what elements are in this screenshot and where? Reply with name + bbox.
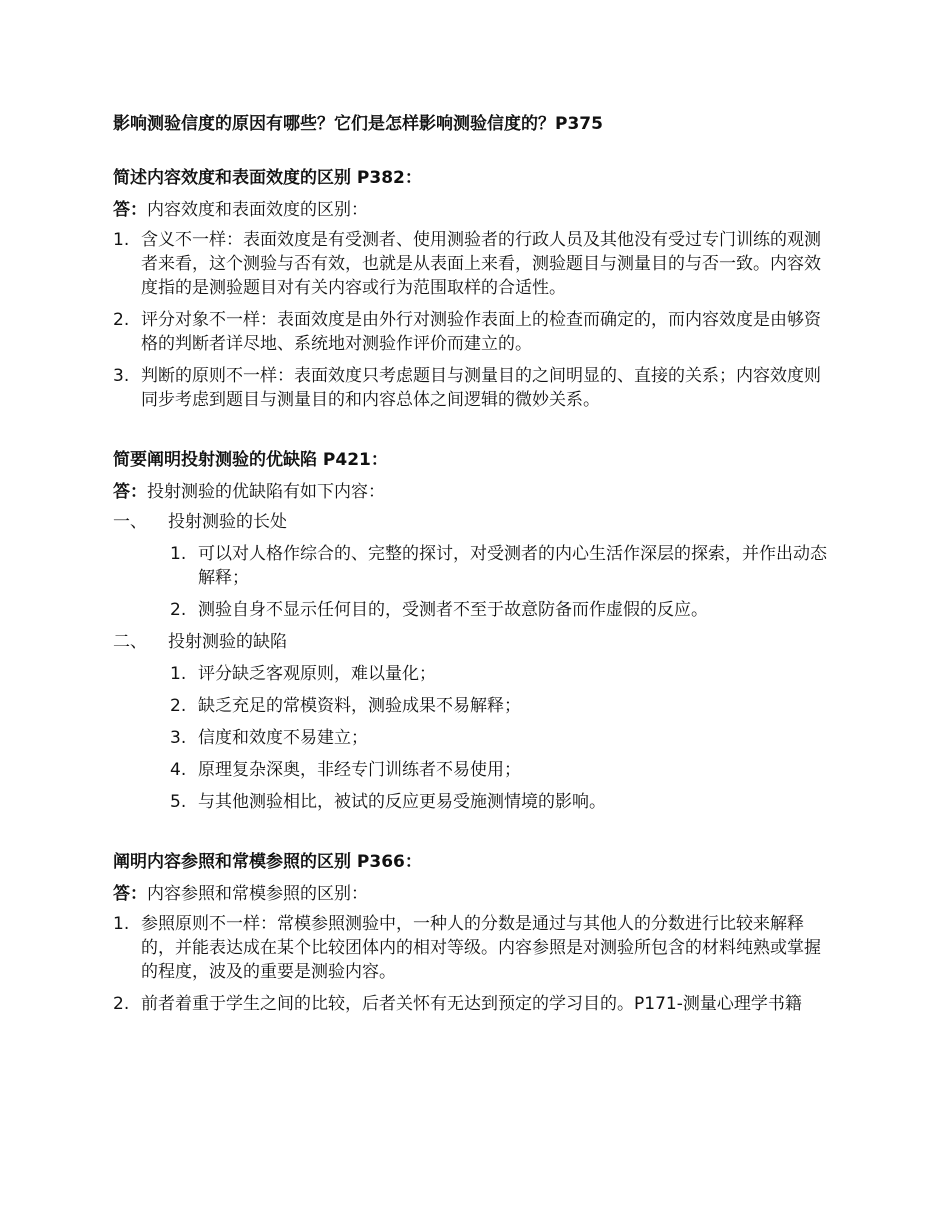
list-item — [113, 308, 831, 356]
answer-line — [113, 198, 831, 222]
list-item-text: 测验自身不显示任何目的，受测者不至于故意防备而作虚假的反应。 — [198, 600, 708, 620]
numbered-list — [113, 912, 831, 1016]
answer-text: 内容效度和表面效度的区别： — [147, 200, 368, 220]
group-heading — [113, 630, 831, 654]
section-title-projective: 简要阐明投射测验的优缺陷 P421： — [113, 450, 388, 470]
answer-label: 答： — [113, 884, 147, 904]
sub-list — [113, 662, 831, 814]
list-item-text: 含义不一样：表面效度是有受测者、使用测验者的行政人员及其他没有受过专门训练的观测者来看，这个测验与否有效，也就是从表面上来看，测验题目与测量目的与否一致。内容效度指的是测验题目对有关内容或行为范围取样的合适性。 — [141, 230, 821, 298]
list-item — [170, 758, 831, 782]
list-item-text: 缺乏充足的常模资料，测验成果不易解释； — [198, 696, 521, 716]
list-item-text: 评分对象不一样：表面效度是由外行对测验作表面上的检查而确定的，而内容效度是由够资格的判断者详尽地、系统地对测验作评价而建立的。 — [141, 310, 821, 354]
list-number: 4. — [170, 760, 187, 780]
list-number: 2. — [113, 994, 130, 1014]
spacer — [113, 136, 831, 166]
list-item — [170, 662, 831, 686]
group-label: 投射测验的缺陷 — [168, 632, 287, 652]
answer-line — [113, 480, 831, 504]
document-page — [113, 112, 831, 1024]
list-number: 5. — [170, 792, 187, 812]
list-item-text: 评分缺乏客观原则，难以量化； — [198, 664, 436, 684]
list-number: 3. — [170, 728, 187, 748]
group-number: 一、 — [113, 512, 147, 532]
list-number: 1. — [113, 914, 130, 934]
list-item — [170, 726, 831, 750]
answer-line — [113, 882, 831, 906]
list-item-text: 前者着重于学生之间的比较，后者关怀有无达到预定的学习目的。P171-测量心理学书籍 — [141, 994, 802, 1014]
group-heading — [113, 510, 831, 534]
group-number: 二、 — [113, 632, 147, 652]
list-item-text: 与其他测验相比，被试的反应更易受施测情境的影响。 — [198, 792, 606, 812]
list-number: 1. — [170, 664, 187, 684]
list-item-text: 参照原则不一样：常模参照测验中，一种人的分数是通过与其他人的分数进行比较来解释的，并能表达成在某个比较团体内的相对等级。内容参照是对测验所包含的材料纯熟或掌握的程度，波及的重要是测验内容。 — [141, 914, 821, 982]
list-item — [113, 228, 831, 300]
section-title-reliability: 影响测验信度的原因有哪些？它们是怎样影响测验信度的？P375 — [113, 114, 603, 134]
answer-text: 内容参照和常模参照的区别： — [147, 884, 368, 904]
answer-text: 投射测验的优缺陷有如下内容： — [147, 482, 385, 502]
section-title-reference: 阐明内容参照和常模参照的区别 P366： — [113, 852, 422, 872]
sub-list — [113, 542, 831, 622]
list-item-text: 原理复杂深奥，非经专门训练者不易使用； — [198, 760, 521, 780]
list-number: 3. — [113, 366, 130, 386]
list-item — [170, 598, 831, 622]
list-item — [170, 790, 831, 814]
group-label: 投射测验的长处 — [168, 512, 287, 532]
list-item — [113, 912, 831, 984]
answer-label: 答： — [113, 482, 147, 502]
list-number: 2. — [113, 310, 130, 330]
spacer — [113, 822, 831, 850]
list-item — [170, 542, 831, 590]
list-number: 2. — [170, 600, 187, 620]
list-item-text: 信度和效度不易建立； — [198, 728, 368, 748]
list-item-text: 可以对人格作综合的、完整的探讨，对受测者的内心生活作深层的探索，并作出动态解释； — [198, 544, 827, 588]
list-number: 1. — [113, 230, 130, 250]
answer-label: 答： — [113, 200, 147, 220]
list-item — [170, 694, 831, 718]
list-item-text: 判断的原则不一样：表面效度只考虑题目与测量目的之间明显的、直接的关系；内容效度则同步考虑到题目与测量目的和内容总体之间逻辑的微妙关系。 — [141, 366, 821, 410]
spacer — [113, 420, 831, 448]
section-title-validity: 简述内容效度和表面效度的区别 P382： — [113, 168, 422, 188]
list-item — [113, 364, 831, 412]
numbered-list — [113, 228, 831, 412]
list-number: 1. — [170, 544, 187, 564]
list-number: 2. — [170, 696, 187, 716]
list-item — [113, 992, 831, 1016]
